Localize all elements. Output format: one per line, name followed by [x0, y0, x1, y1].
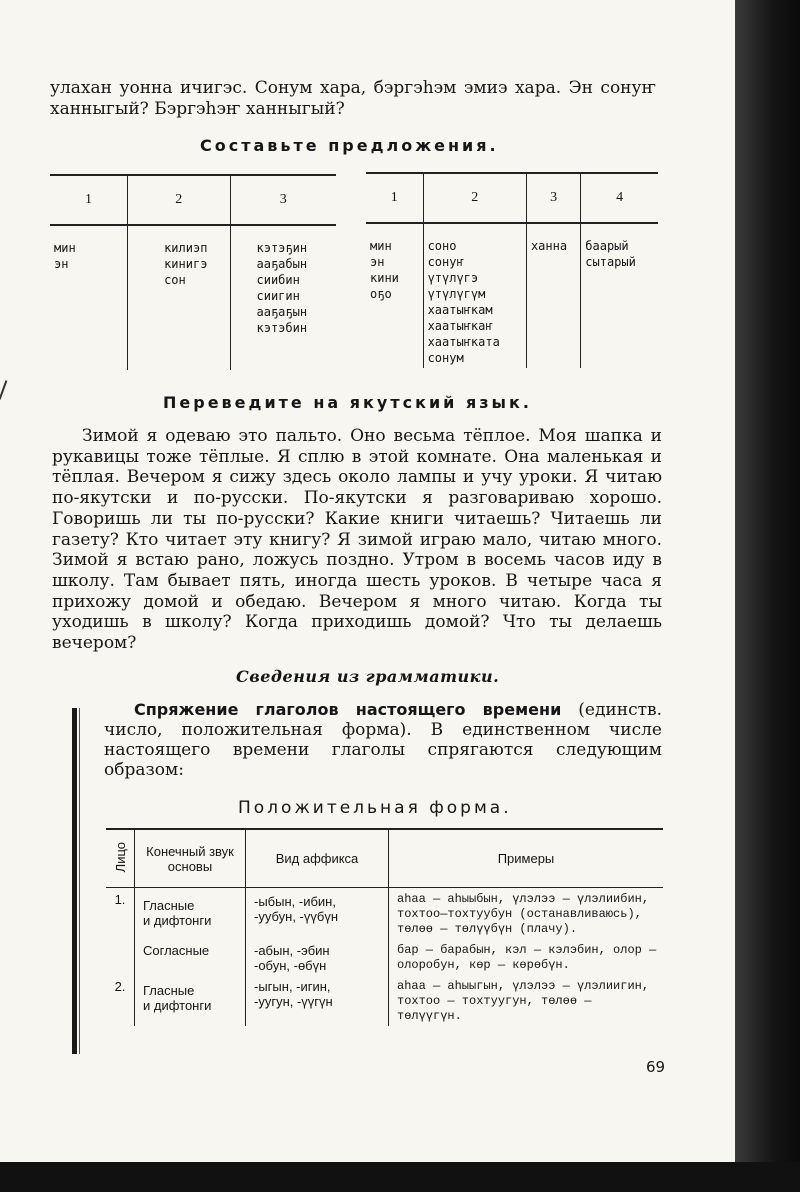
left-col-1: мин эн — [54, 241, 76, 271]
header-affix: Вид аффикса — [246, 829, 389, 888]
row-sound: Согласные — [135, 939, 246, 975]
grammar-rest-text: (единств. число, положительная форма). В единственном числе настоящего времени глаголы спрягаются следующим образом: — [104, 700, 662, 780]
header-examples: Примеры — [389, 829, 664, 888]
row-person — [106, 939, 135, 975]
right-col-3: ханна — [526, 223, 580, 368]
compose-heading: Составьте предложения. — [200, 136, 499, 155]
page-bottom-shadow — [0, 1162, 800, 1192]
translate-text: Зимой я одеваю это пальто. Оно весьма тёплое. Моя шапка и рукавицы тоже тёплые. Я сплю в этой комнате. Она маленькая и тёплая. Вечером я сижу здесь около лампы и учу уроки. Я читаю по-якутски и по-русски. По-якутски я разговариваю хорошо. Говоришь ли ты по-русски? Какие книги читаешь? Читаешь ли газету? Кто читает эту книгу? Я зимой играю мало, читаю много. Зимой я встаю рано, ложусь поздно. Утром в восемь часов иду в школу. Там бывает пять, иногда шесть уроков. В четыре часа я прихожу домой и обедаю. Вечером я много читаю. Когда ты уходишь в школу? Когда приходишь домой? Что ты делаешь вечером? — [52, 426, 662, 654]
row-example: бар — барабын, кэл — кэлэбин, олор — олоробун, көр — көрөбүн. — [389, 939, 664, 975]
compose-table-left — [50, 174, 336, 370]
page-number: 69 — [646, 1058, 666, 1076]
right-header-3: 3 — [526, 173, 580, 223]
intro-paragraph: улахан уонна ичигэс. Сонум хара, бэргэһэм эмиэ хара. Эн сонуҥ ханныгый? Бэргэһэҥ ханныгый? — [50, 78, 656, 119]
right-header-1: 1 — [366, 173, 423, 223]
header-final-sound: Конечный звук основы — [135, 829, 246, 888]
margin-bar — [72, 708, 77, 1054]
row-affix: -ыбын, -ибин, -уубун, -үүбүн — [246, 888, 389, 940]
right-header-4: 4 — [581, 173, 658, 223]
row-person: 1. — [114, 892, 126, 907]
left-header-3: 3 — [230, 175, 336, 225]
compose-table-right — [366, 172, 658, 368]
header-person: Лицо — [106, 829, 135, 888]
grammar-paragraph — [104, 700, 662, 780]
row-sound: Гласные и дифтонги — [135, 975, 246, 1026]
left-header-1: 1 — [50, 175, 128, 225]
grammar-heading: Сведения из грамматики. — [236, 667, 500, 686]
right-col-1: мин эн кини оҕо — [370, 239, 399, 301]
page-edge-shadow — [735, 0, 800, 1192]
row-person: 2. — [114, 979, 126, 994]
margin-bar-thin — [79, 708, 80, 1054]
conjugation-table — [106, 828, 663, 1026]
translate-exercise — [52, 426, 662, 654]
row-sound: Гласные и дифтонги — [135, 888, 246, 940]
right-header-2: 2 — [423, 173, 526, 223]
left-col-2: килиэп кинигэ сон — [128, 225, 230, 370]
row-example: аһаа — аһыыбын, үлэлээ — үлэлиибин, тохтоо—тохтуубун (останавливаюсь), төлөө — төлүүбүн (плачу). — [389, 888, 664, 940]
right-col-4: баарый сытарый — [581, 223, 658, 368]
positive-form-heading: Положительная форма. — [238, 798, 512, 818]
left-col-3: кэтэҕин ааҕабын сиибин сиигин ааҕаҕын кэтэбин — [230, 225, 336, 370]
table-row — [106, 939, 663, 975]
row-example: аһаа — аһыыгын, үлэлээ — үлэлиигин, тохтоо — тохтуугун, төлөө — төлүүгүн. — [389, 975, 664, 1026]
table-row — [106, 975, 663, 1026]
left-header-2: 2 — [128, 175, 230, 225]
row-affix: -ыгын, -игин, -уугун, -үүгүн — [246, 975, 389, 1026]
right-col-2: соно сонуҥ үтүлүгэ үтүлүгүм хаатыҥкам хаатыҥкаҥ хаатыҥката сонум — [423, 223, 526, 368]
translate-heading: Переведите на якутский язык. — [163, 393, 532, 412]
table-row — [106, 888, 663, 940]
grammar-bold-term: Спряжение глаголов настоящего времени — [134, 700, 562, 719]
row-affix: -абын, -эбин -обун, -өбүн — [246, 939, 389, 975]
